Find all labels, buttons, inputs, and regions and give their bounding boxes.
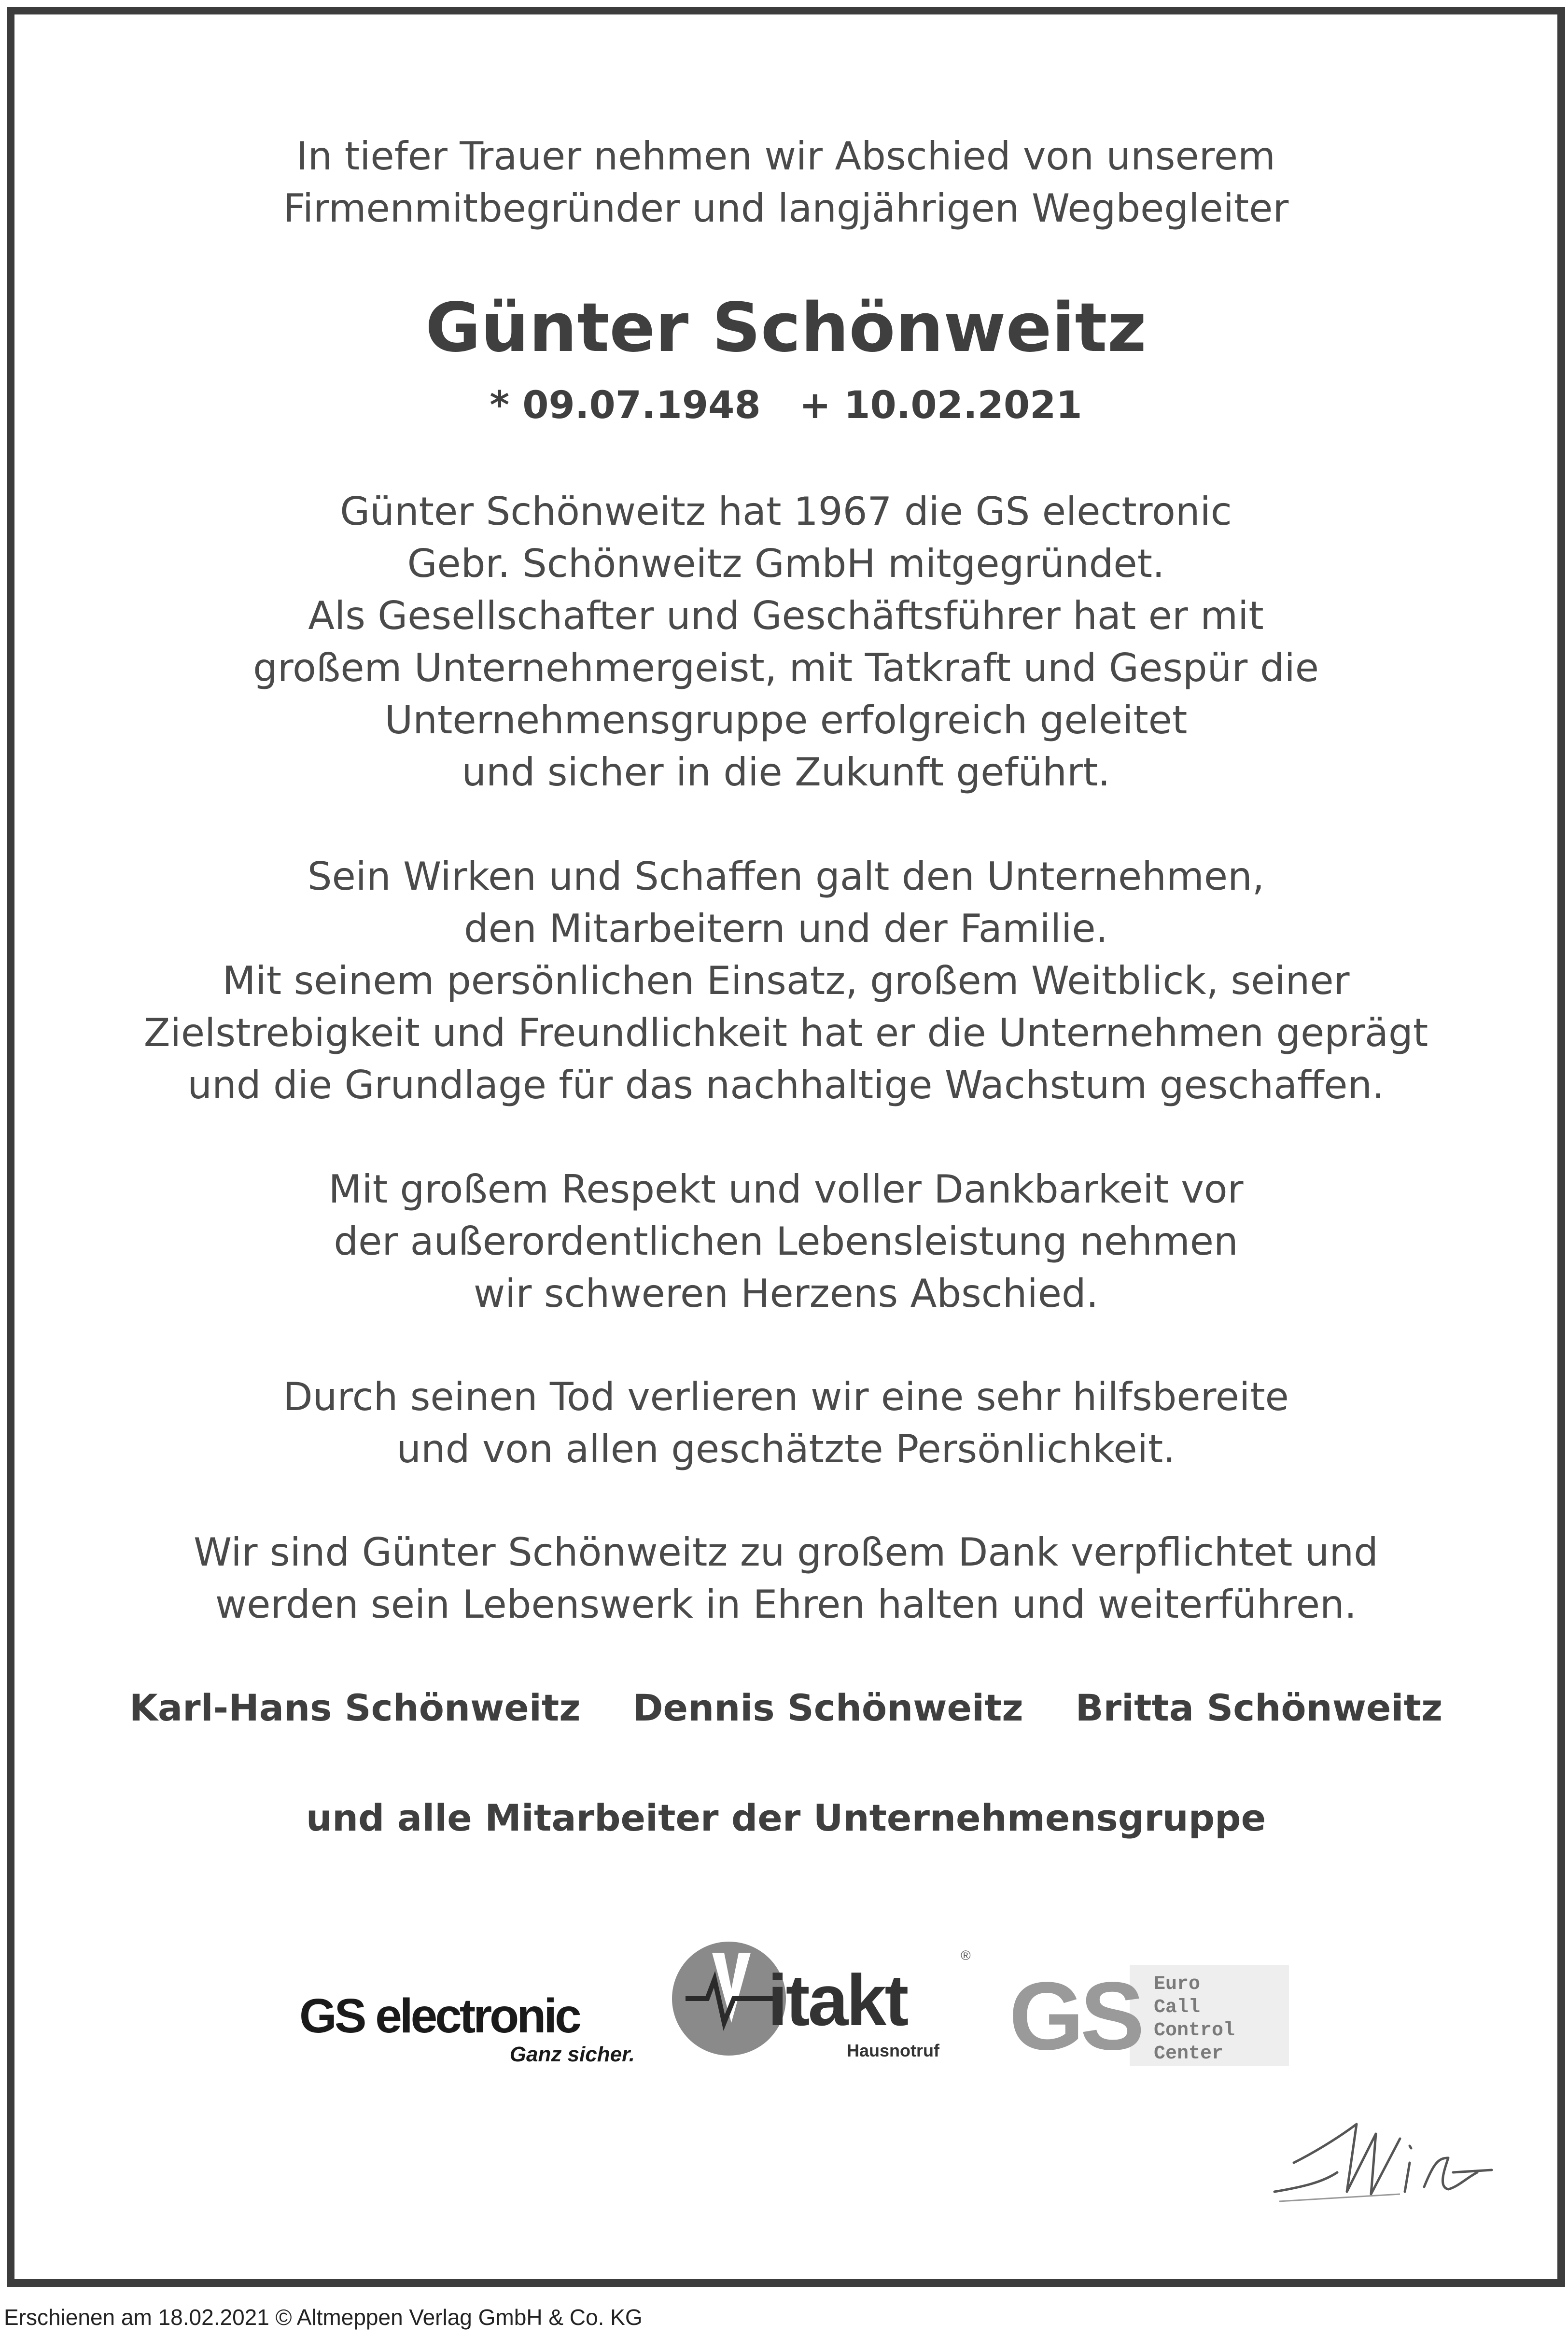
paragraph-line: Unternehmensgruppe erfolgreich geleitet [384,698,1188,742]
paragraph-line: Mit großem Respekt und voller Dankbarkeit vor [328,1167,1244,1212]
paragraph-line: Zielstrebigkeit und Freundlichkeit hat er die Unternehmen geprägt [143,1010,1428,1055]
paragraph-line: und von allen geschätzte Persönlichkeit. [396,1427,1176,1471]
paragraph-founding [14,486,1557,798]
vitakt-logo [666,1926,975,2066]
signature-underline [1279,2194,1400,2201]
paragraph-line: Durch seinen Tod verlieren wir eine sehr hilfsbereite [283,1374,1289,1419]
paragraph-line: Wir sind Günter Schönweitz zu großem Dank verpflichtet und [194,1530,1378,1575]
paragraph-line: der außerordentlichen Lebensleistung nehmen [334,1219,1238,1264]
birth-date: * 09.07.1948 [490,384,761,427]
death-date: + 10.02.2021 [799,384,1082,427]
gs-euro-line: Euro [1154,1973,1201,1995]
paragraph-line: wir schweren Herzens Abschied. [473,1271,1099,1316]
gs-electronic-wordmark: GS electronic [299,1989,579,2043]
publication-footer: Erschienen am 18.02.2021 © Altmeppen Verlag GmbH & Co. KG [4,2305,643,2330]
gs-euro-line: Center [1154,2043,1224,2065]
signatory-name: Dennis Schönweitz [632,1686,1023,1729]
gs-euro-line: Control [1154,2020,1235,2042]
closing-line: und alle Mitarbeiter der Unternehmensgruppe [306,1796,1266,1839]
registered-mark-icon: ® [961,1948,971,1963]
paragraph-line: Sein Wirken und Schaffen galt den Unternehmen, [307,854,1265,899]
paragraph-line: Mit seinem persönlichen Einsatz, großem Weitblick, seiner [222,958,1350,1003]
paragraph-line: großem Unternehmergeist, mit Tatkraft und Gespür die [253,645,1319,690]
vitakt-wordmark: itakt [768,1959,907,2041]
paragraph-line: werden sein Lebenswerk in Ehren halten und weiterführen. [215,1582,1357,1627]
signatory-name: Britta Schönweitz [1075,1686,1443,1729]
paragraph-line: Günter Schönweitz hat 1967 die GS electronic [340,489,1232,534]
intro-text [14,130,1557,235]
intro-line: Firmenmitbegründer und langjährigen Wegbegleiter [283,186,1289,231]
gs-euro-line: Call [1154,1997,1201,2018]
vitakt-subline: Hausnotruf [847,2041,939,2060]
gs-euro-wordmark: GS [1009,1962,1141,2070]
signature-stroke [1274,2124,1492,2194]
paragraph-respect [14,1163,1557,1320]
paragraph-line: und sicher in die Zukunft geführt. [462,750,1110,795]
life-dates [14,381,1557,430]
paragraph-gratitude [14,1526,1557,1631]
paragraph-line: den Mitarbeitern und der Familie. [464,906,1108,951]
signatory-name: Karl-Hans Schönweitz [129,1686,581,1729]
paragraph-line: Gebr. Schönweitz GmbH mitgegründet. [407,541,1165,586]
paragraph-loss [14,1371,1557,1475]
paragraph-work [14,851,1557,1111]
intro-line: In tiefer Trauer nehmen wir Abschied von unserem [296,134,1275,179]
paragraph-line: und die Grundlage für das nachhaltige Wachstum geschaffen. [187,1063,1385,1107]
gs-euro-call-control-center-logo [1004,1960,1294,2071]
paragraph-line: Als Gesellschafter und Geschäftsführer hat er mit [308,593,1264,638]
gs-electronic-logo [294,1984,642,2071]
gs-electronic-tagline: Ganz sicher. [509,2043,635,2066]
handwritten-signature [1265,2105,1497,2221]
deceased-name: Günter Schönweitz [425,289,1147,367]
signatories [14,1684,1557,1732]
